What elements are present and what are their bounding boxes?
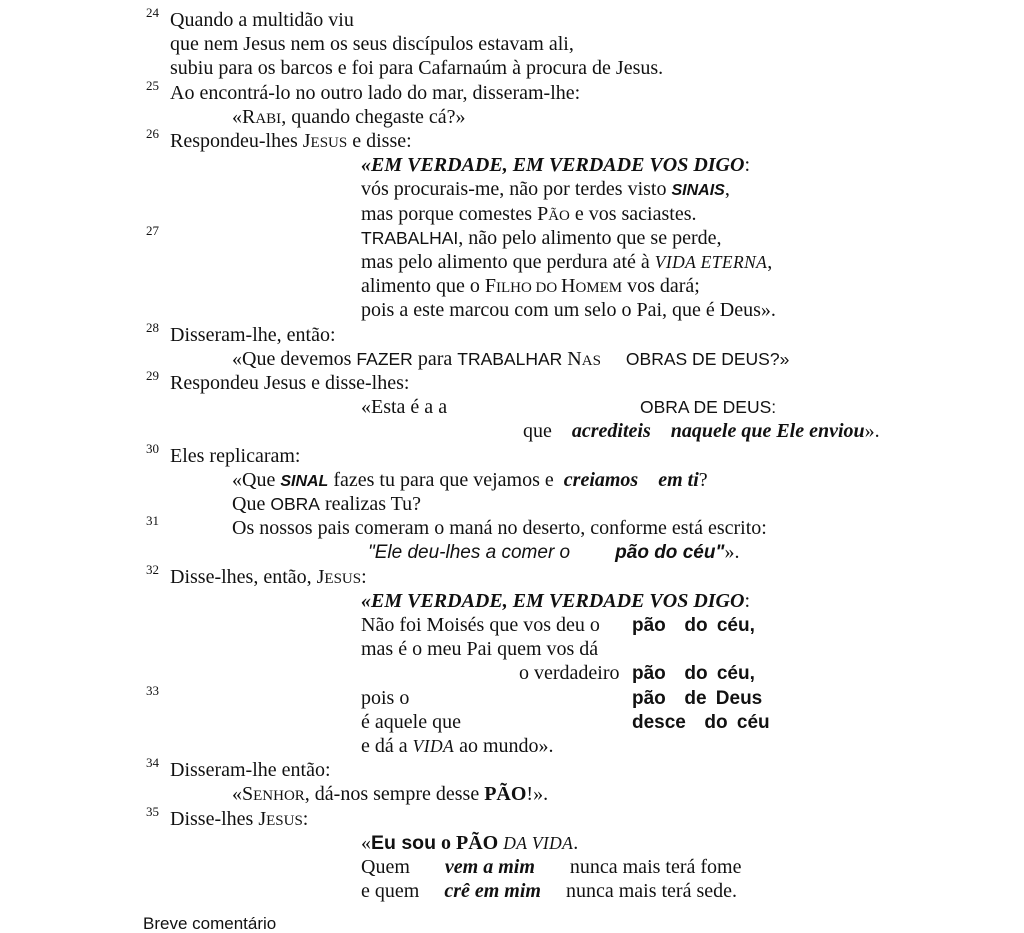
text-segment: Eu sou: [371, 831, 437, 854]
text-segment: que nem Jesus nem os seus discípulos estavam ali,: [170, 33, 574, 56]
text-segment: ÃO: [548, 207, 570, 224]
text-segment: o verdadeiro: [519, 662, 620, 685]
text-segment: mas porque comestes P: [361, 202, 549, 225]
text-segment: ».: [864, 420, 880, 443]
text-segment: :: [361, 565, 367, 588]
text-segment: Respondeu-lhes J: [170, 130, 311, 152]
text-segment: OBRA DE DEUS:: [640, 397, 777, 418]
text-segment: vem a mim: [444, 856, 535, 878]
text-segment: que: [523, 420, 572, 443]
text-segment: e disse:: [347, 130, 412, 152]
text-segment: desce do céu: [632, 711, 770, 733]
text-segment: [601, 348, 626, 370]
text-segment: fazes tu para que vejamos e: [328, 468, 564, 491]
text-segment: .: [573, 831, 579, 854]
text-segment: , não pelo alimento que se perde,: [458, 226, 722, 249]
scripture-line: [170, 34, 574, 54]
scripture-line: [146, 5, 354, 31]
text-segment: vós procurais-me, não por terdes visto: [361, 178, 672, 201]
text-segment: [651, 420, 671, 442]
scripture-line: [361, 833, 578, 854]
text-segment: pois a este marcou com um selo o Pai, que é Deus».: [361, 299, 776, 322]
scripture-line: [361, 736, 554, 756]
text-segment: ,: [724, 178, 730, 201]
text-segment: OBRA: [270, 494, 320, 514]
scripture-line: [361, 252, 772, 272]
text-segment: ENHOR: [253, 788, 305, 805]
text-segment: FAZER: [356, 348, 413, 369]
text-segment: ESUS: [324, 570, 362, 587]
text-segment: pois o: [361, 686, 410, 709]
scripture-line: [232, 494, 421, 514]
footer-note: Breve comentário: [143, 914, 277, 933]
text-segment: mas pelo alimento que perdura até à: [361, 251, 655, 273]
text-segment: Disse-lhes, então, J: [170, 565, 325, 588]
verse-number: 27: [146, 222, 159, 238]
text-segment: OMEM: [575, 280, 623, 297]
text-segment: , dá-nos sempre desse: [304, 783, 485, 806]
verse-number: 25: [146, 77, 159, 93]
text-segment: Respondeu Jesus e disse-lhes:: [170, 372, 410, 394]
scripture-line: [146, 682, 763, 709]
text-segment: para: [412, 347, 458, 370]
scripture-line: [146, 561, 367, 588]
text-segment: TRABALHAR: [457, 348, 563, 369]
scripture-line: [361, 155, 750, 175]
text-segment: Ao encontrá-lo no outro lado do mar, disseram-lhe:: [170, 81, 581, 104]
text-segment: «: [361, 831, 371, 854]
text-segment: creiamos: [563, 468, 639, 491]
text-segment: e quem: [361, 880, 445, 903]
scripture-line: [361, 276, 700, 296]
text-segment: SINAL: [280, 472, 329, 490]
scripture-line: [361, 179, 730, 199]
scripture-line: [146, 319, 336, 346]
scripture-line: [146, 513, 767, 540]
text-segment: :: [744, 589, 750, 612]
scripture-line: [146, 755, 331, 782]
scripture-line: [146, 803, 309, 830]
text-segment: «S: [232, 783, 254, 806]
text-segment: o: [441, 831, 452, 854]
scripture-line: [361, 300, 776, 320]
text-segment: PÃO: [456, 831, 499, 854]
scripture-line: [368, 542, 739, 562]
verse-number: 29: [146, 368, 159, 383]
text-segment: Quem: [361, 856, 445, 878]
text-segment: , quando chegaste cá?»: [281, 105, 466, 128]
scripture-line: [146, 77, 581, 104]
scripture-line: [232, 107, 466, 127]
text-segment: "Ele deu-lhes a comer o: [368, 542, 571, 564]
verse-number: 32: [146, 561, 159, 577]
text-segment: ao mundo».: [454, 735, 554, 757]
text-segment: nunca mais terá fome: [534, 856, 742, 878]
scripture-line: [361, 591, 750, 611]
text-segment: mas é o meu Pai quem vos dá: [361, 638, 599, 661]
text-segment: ?: [698, 468, 708, 491]
text-segment: Disseram-lhe, então:: [170, 323, 336, 346]
text-segment: ,: [767, 251, 773, 273]
text-segment: «Que devemos: [232, 347, 357, 370]
text-segment: [570, 541, 615, 563]
text-segment: subiu para os barcos e foi para Cafarnaúm à procura de Jesus.: [170, 57, 664, 80]
text-segment: TRABALHAI: [361, 227, 459, 248]
text-segment: naquele que Ele enviou: [670, 420, 865, 443]
text-segment: Disseram-lhe então:: [170, 759, 331, 782]
text-segment: vos dará;: [622, 275, 700, 298]
text-segment: AS: [581, 352, 601, 369]
verse-number: 30: [146, 440, 159, 456]
text-segment: [638, 469, 658, 491]
text-segment: DA VIDA: [503, 832, 574, 853]
text-segment: VIDA ETERNA: [654, 252, 768, 272]
scripture-line: [170, 58, 663, 78]
verse-number: 33: [146, 682, 159, 698]
text-segment: Não foi Moisés que vos deu o: [361, 614, 600, 636]
text-segment: em ti: [658, 468, 699, 491]
text-segment: acrediteis: [571, 420, 651, 443]
scripture-line: [232, 470, 708, 490]
text-segment: é aquele que: [361, 710, 461, 733]
text-segment: ABI: [255, 110, 282, 127]
text-segment: N: [562, 347, 582, 370]
text-segment: pão do céu": [615, 542, 725, 564]
text-segment: pão do céu,: [632, 663, 755, 685]
text-segment: ESUS: [310, 135, 348, 151]
text-segment: ESUS: [266, 812, 303, 829]
text-segment: Quando a multidão viu: [170, 9, 354, 31]
text-segment: pão de Deus: [632, 687, 763, 709]
scripture-line: [232, 349, 789, 369]
verse-number: 28: [146, 319, 159, 335]
scripture-line: [232, 784, 548, 804]
text-segment: «Esta é a a: [361, 396, 448, 419]
text-segment: :: [302, 807, 309, 830]
scripture-line: [523, 421, 880, 441]
scripture-line: [361, 881, 737, 901]
text-segment: VIDA: [412, 736, 455, 756]
verse-number: 24: [146, 5, 159, 20]
text-segment: pão do céu,: [632, 615, 755, 636]
scripture-line: [146, 126, 412, 152]
text-segment: PÃO: [484, 783, 527, 806]
text-segment: «EM VERDADE, EM VERDADE VOS DIGO: [361, 589, 745, 612]
text-segment: e dá a: [361, 735, 413, 757]
scripture-line: [361, 639, 598, 659]
text-segment: crê em mim: [444, 880, 541, 903]
scripture-line: [361, 396, 777, 419]
text-segment: Disse-lhes J: [170, 807, 267, 830]
scripture-line: [146, 440, 301, 467]
scripture-line: [519, 662, 755, 685]
text-segment: alimento que o F: [361, 275, 496, 298]
verse-number: 31: [146, 513, 159, 529]
scripture-line: [146, 368, 410, 394]
text-segment: !».: [526, 783, 549, 806]
scripture-line: [146, 222, 722, 249]
verse-number: 34: [146, 755, 159, 771]
text-segment: ILHO DO: [495, 280, 561, 297]
scripture-line: [361, 614, 755, 636]
text-segment: :: [744, 154, 750, 177]
text-segment: e vos saciastes.: [569, 202, 697, 225]
text-segment: Que: [232, 493, 271, 515]
verse-number: 35: [146, 803, 159, 819]
scripture-line: [361, 710, 770, 733]
text-segment: SINAIS: [671, 182, 725, 200]
text-segment: Os nossos pais comeram o maná no deserto, conforme está escrito:: [232, 517, 767, 540]
text-segment: realizas Tu?: [319, 493, 422, 515]
text-segment: nunca mais terá sede.: [540, 880, 737, 903]
text-segment: «EM VERDADE, EM VERDADE VOS DIGO: [361, 154, 745, 177]
text-segment: «R: [232, 105, 256, 128]
text-segment: «Que: [232, 468, 281, 491]
text-segment: Eles replicaram:: [170, 444, 301, 467]
scripture-line: [361, 857, 741, 877]
text-segment: H: [560, 275, 576, 298]
text-segment: OBRAS DE DEUS?»: [625, 348, 790, 369]
text-segment: ».: [724, 541, 740, 564]
verse-number: 26: [146, 126, 159, 141]
scripture-line: [361, 204, 697, 224]
